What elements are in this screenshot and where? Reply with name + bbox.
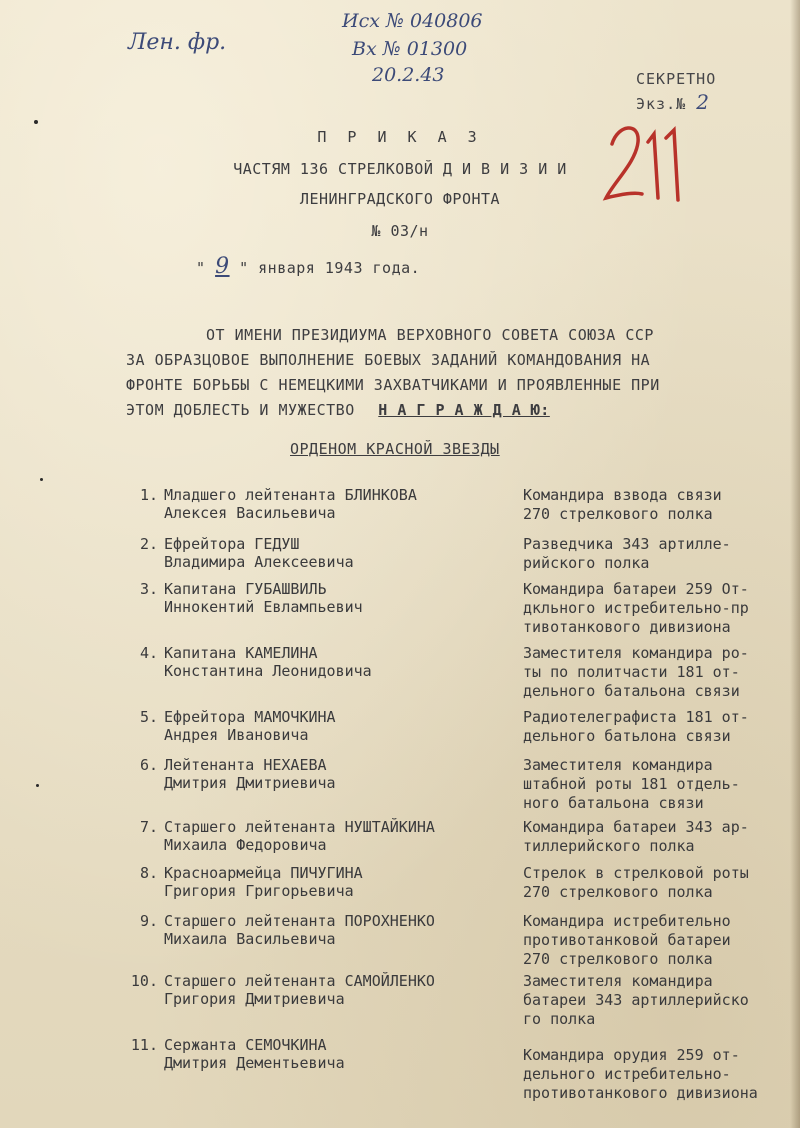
copy-number-label: Экз.№ — [636, 95, 687, 113]
position-line: батареи 343 артиллерийско — [523, 991, 749, 1009]
awardee-number: 6. — [139, 756, 158, 774]
awardee-name — [164, 972, 435, 1008]
awardee-position — [523, 580, 749, 637]
awardee-given-names: Иннокентий Евлампьевич — [164, 598, 363, 616]
awardee-name — [164, 1036, 345, 1072]
awardee-name — [164, 818, 435, 854]
handwritten-front-note: Лен. фр. — [128, 30, 227, 55]
handwritten-copy-number: 2 — [696, 90, 710, 114]
awardee-number: 7. — [139, 818, 158, 836]
position-line: рийского полка — [523, 554, 650, 572]
secret-stamp: СЕКРЕТНО — [636, 70, 717, 88]
handwritten-outgoing-reg: Исх № 040806 — [342, 10, 483, 32]
awardee-number: 1. — [139, 486, 158, 504]
position-line: ты по политчасти 181 от- — [523, 663, 740, 681]
position-line: Заместителя командира — [523, 756, 713, 774]
awardee-given-names: Григория Дмитриевича — [164, 990, 345, 1008]
position-line: Командира батареи 259 От- — [523, 580, 749, 598]
ink-spot — [36, 784, 39, 787]
position-line: противотанкового дивизиона — [523, 1084, 758, 1102]
awardee-position — [523, 756, 740, 813]
position-line: Командира батареи 343 ар- — [523, 818, 749, 836]
awardee-position — [523, 535, 731, 573]
order-of-red-star-heading: ОРДЕНОМ КРАСНОЙ ЗВЕЗДЫ — [290, 440, 500, 458]
awardee-number: 8. — [139, 864, 158, 882]
awardee-position — [523, 972, 749, 1029]
awardee-position — [523, 644, 749, 701]
awardee-rank-surname: Красноармейца ПИЧУГИНА — [164, 864, 363, 882]
awardee-rank-surname: Старшего лейтенанта НУШТАЙКИНА — [164, 818, 435, 836]
order-title: П Р И К А З — [317, 128, 483, 146]
ink-spot — [34, 120, 38, 124]
awardee-position — [523, 1046, 758, 1103]
awardee-rank-surname: Сержанта СЕМОЧКИНА — [164, 1036, 327, 1054]
preamble-line-2: ЗА ОБРАЗЦОВОЕ ВЫПОЛНЕНИЕ БОЕВЫХ ЗАДАНИЙ КОМАНДОВАНИЯ НА — [126, 351, 651, 369]
awardee-given-names: Дмитрия Дементьевича — [164, 1054, 345, 1072]
awardee-number: 3. — [139, 580, 158, 598]
position-line: тивотанкового дивизиона — [523, 618, 731, 636]
awardee-given-names: Константина Леонидовича — [164, 662, 372, 680]
position-line: ного батальона связи — [523, 794, 704, 812]
position-line: Разведчика 343 артилле- — [523, 535, 731, 553]
awardee-number: 2. — [139, 535, 158, 553]
awardee-rank-surname: Ефрейтора ГЕДУШ — [164, 535, 300, 553]
awardee-number: 4. — [139, 644, 158, 662]
awardee-rank-surname: Ефрейтора МАМОЧКИНА — [164, 708, 336, 726]
awardee-given-names: Андрея Ивановича — [164, 726, 309, 744]
position-line: Заместителя командира — [523, 972, 713, 990]
awardee-number: 11. — [130, 1036, 158, 1054]
position-line: дельного истребительно- — [523, 1065, 731, 1083]
awardee-position — [523, 818, 749, 856]
position-line: штабной роты 181 отдель- — [523, 775, 740, 793]
preamble-line-4 — [126, 401, 550, 419]
awardee-given-names: Владимира Алексеевича — [164, 553, 354, 571]
awardee-name — [164, 580, 363, 616]
awardee-rank-surname: Лейтенанта НЕХАЕВА — [164, 756, 327, 774]
awardee-name — [164, 644, 372, 680]
position-line: 270 стрелкового полка — [523, 505, 713, 523]
handwritten-date-day: 9 — [215, 254, 230, 279]
awardee-name — [164, 708, 336, 744]
awardee-position — [523, 708, 749, 746]
awardee-name — [164, 864, 363, 900]
awardee-number: 5. — [139, 708, 158, 726]
position-line: противотанковой батареи — [523, 931, 731, 949]
position-line: Радиотелеграфиста 181 от- — [523, 708, 749, 726]
awardee-given-names: Михаила Федоровича — [164, 836, 327, 854]
position-line: Командира орудия 259 от- — [523, 1046, 740, 1064]
awardee-rank-surname: Старшего лейтенанта САМОЙЛЕНКО — [164, 972, 435, 990]
awardee-rank-surname: Капитана КАМЕЛИНА — [164, 644, 318, 662]
position-line: Командира взвода связи — [523, 486, 722, 504]
awardee-given-names: Дмитрия Дмитриевича — [164, 774, 336, 792]
position-line: Стрелок в стрелковой роты — [523, 864, 749, 882]
preamble-line-4-text: ЭТОМ ДОБЛЕСТЬ И МУЖЕСТВО — [126, 401, 355, 419]
awardee-given-names: Григория Григорьевича — [164, 882, 354, 900]
position-line: Командира истребительно — [523, 912, 731, 930]
order-addressee-line2: ЛЕНИНГРАДСКОГО ФРОНТА — [299, 190, 501, 208]
preamble-line-3: ФРОНТЕ БОРЬБЫ С НЕМЕЦКИМИ ЗАХВАТЧИКАМИ И ПРОЯВЛЕННЫЕ ПРИ — [126, 376, 660, 394]
awardee-name — [164, 756, 336, 792]
awardee-number: 9. — [139, 912, 158, 930]
position-line: дкльного истребительно-пр — [523, 599, 749, 617]
preamble-line-1: ОТ ИМЕНИ ПРЕЗИДИУМА ВЕРХОВНОГО СОВЕТА СОЮЗА ССР — [206, 326, 654, 344]
date-quote-open: " — [196, 259, 206, 277]
handwritten-reg-date: 20.2.43 — [372, 64, 445, 86]
position-line: тиллерийского полка — [523, 837, 695, 855]
awardee-number: 10. — [130, 972, 158, 990]
awardee-position — [523, 486, 722, 524]
position-line: 270 стрелкового полка — [523, 950, 713, 968]
awardee-given-names: Михаила Васильевича — [164, 930, 336, 948]
date-rest: " января 1943 года. — [239, 259, 421, 277]
awardee-position — [523, 912, 731, 969]
awardee-rank-surname: Старшего лейтенанта ПОРОХНЕНКО — [164, 912, 435, 930]
position-line: Заместителя командира ро- — [523, 644, 749, 662]
ink-spot — [40, 478, 43, 481]
awardee-given-names: Алексея Васильевича — [164, 504, 336, 522]
order-date — [196, 254, 420, 279]
position-line: го полка — [523, 1010, 596, 1028]
order-addressee-line1: ЧАСТЯМ 136 СТРЕЛКОВОЙ Д И В И З И И — [233, 160, 567, 178]
position-line: дельного батальона связи — [523, 682, 740, 700]
handwritten-incoming-reg: Вх № 01300 — [352, 38, 468, 60]
order-number: № 03/н — [371, 222, 429, 240]
position-line: 270 стрелкового полка — [523, 883, 713, 901]
awardee-name — [164, 535, 354, 571]
position-line: дельного батьлона связи — [523, 727, 731, 745]
awardee-rank-surname: Младшего лейтенанта БЛИНКОВА — [164, 486, 417, 504]
awardee-rank-surname: Капитана ГУБАШВИЛЬ — [164, 580, 327, 598]
awardee-position — [523, 864, 749, 902]
awardee-name — [164, 486, 417, 522]
awardee-name — [164, 912, 435, 948]
award-word: Н А Г Р А Ж Д А Ю: — [378, 401, 550, 419]
